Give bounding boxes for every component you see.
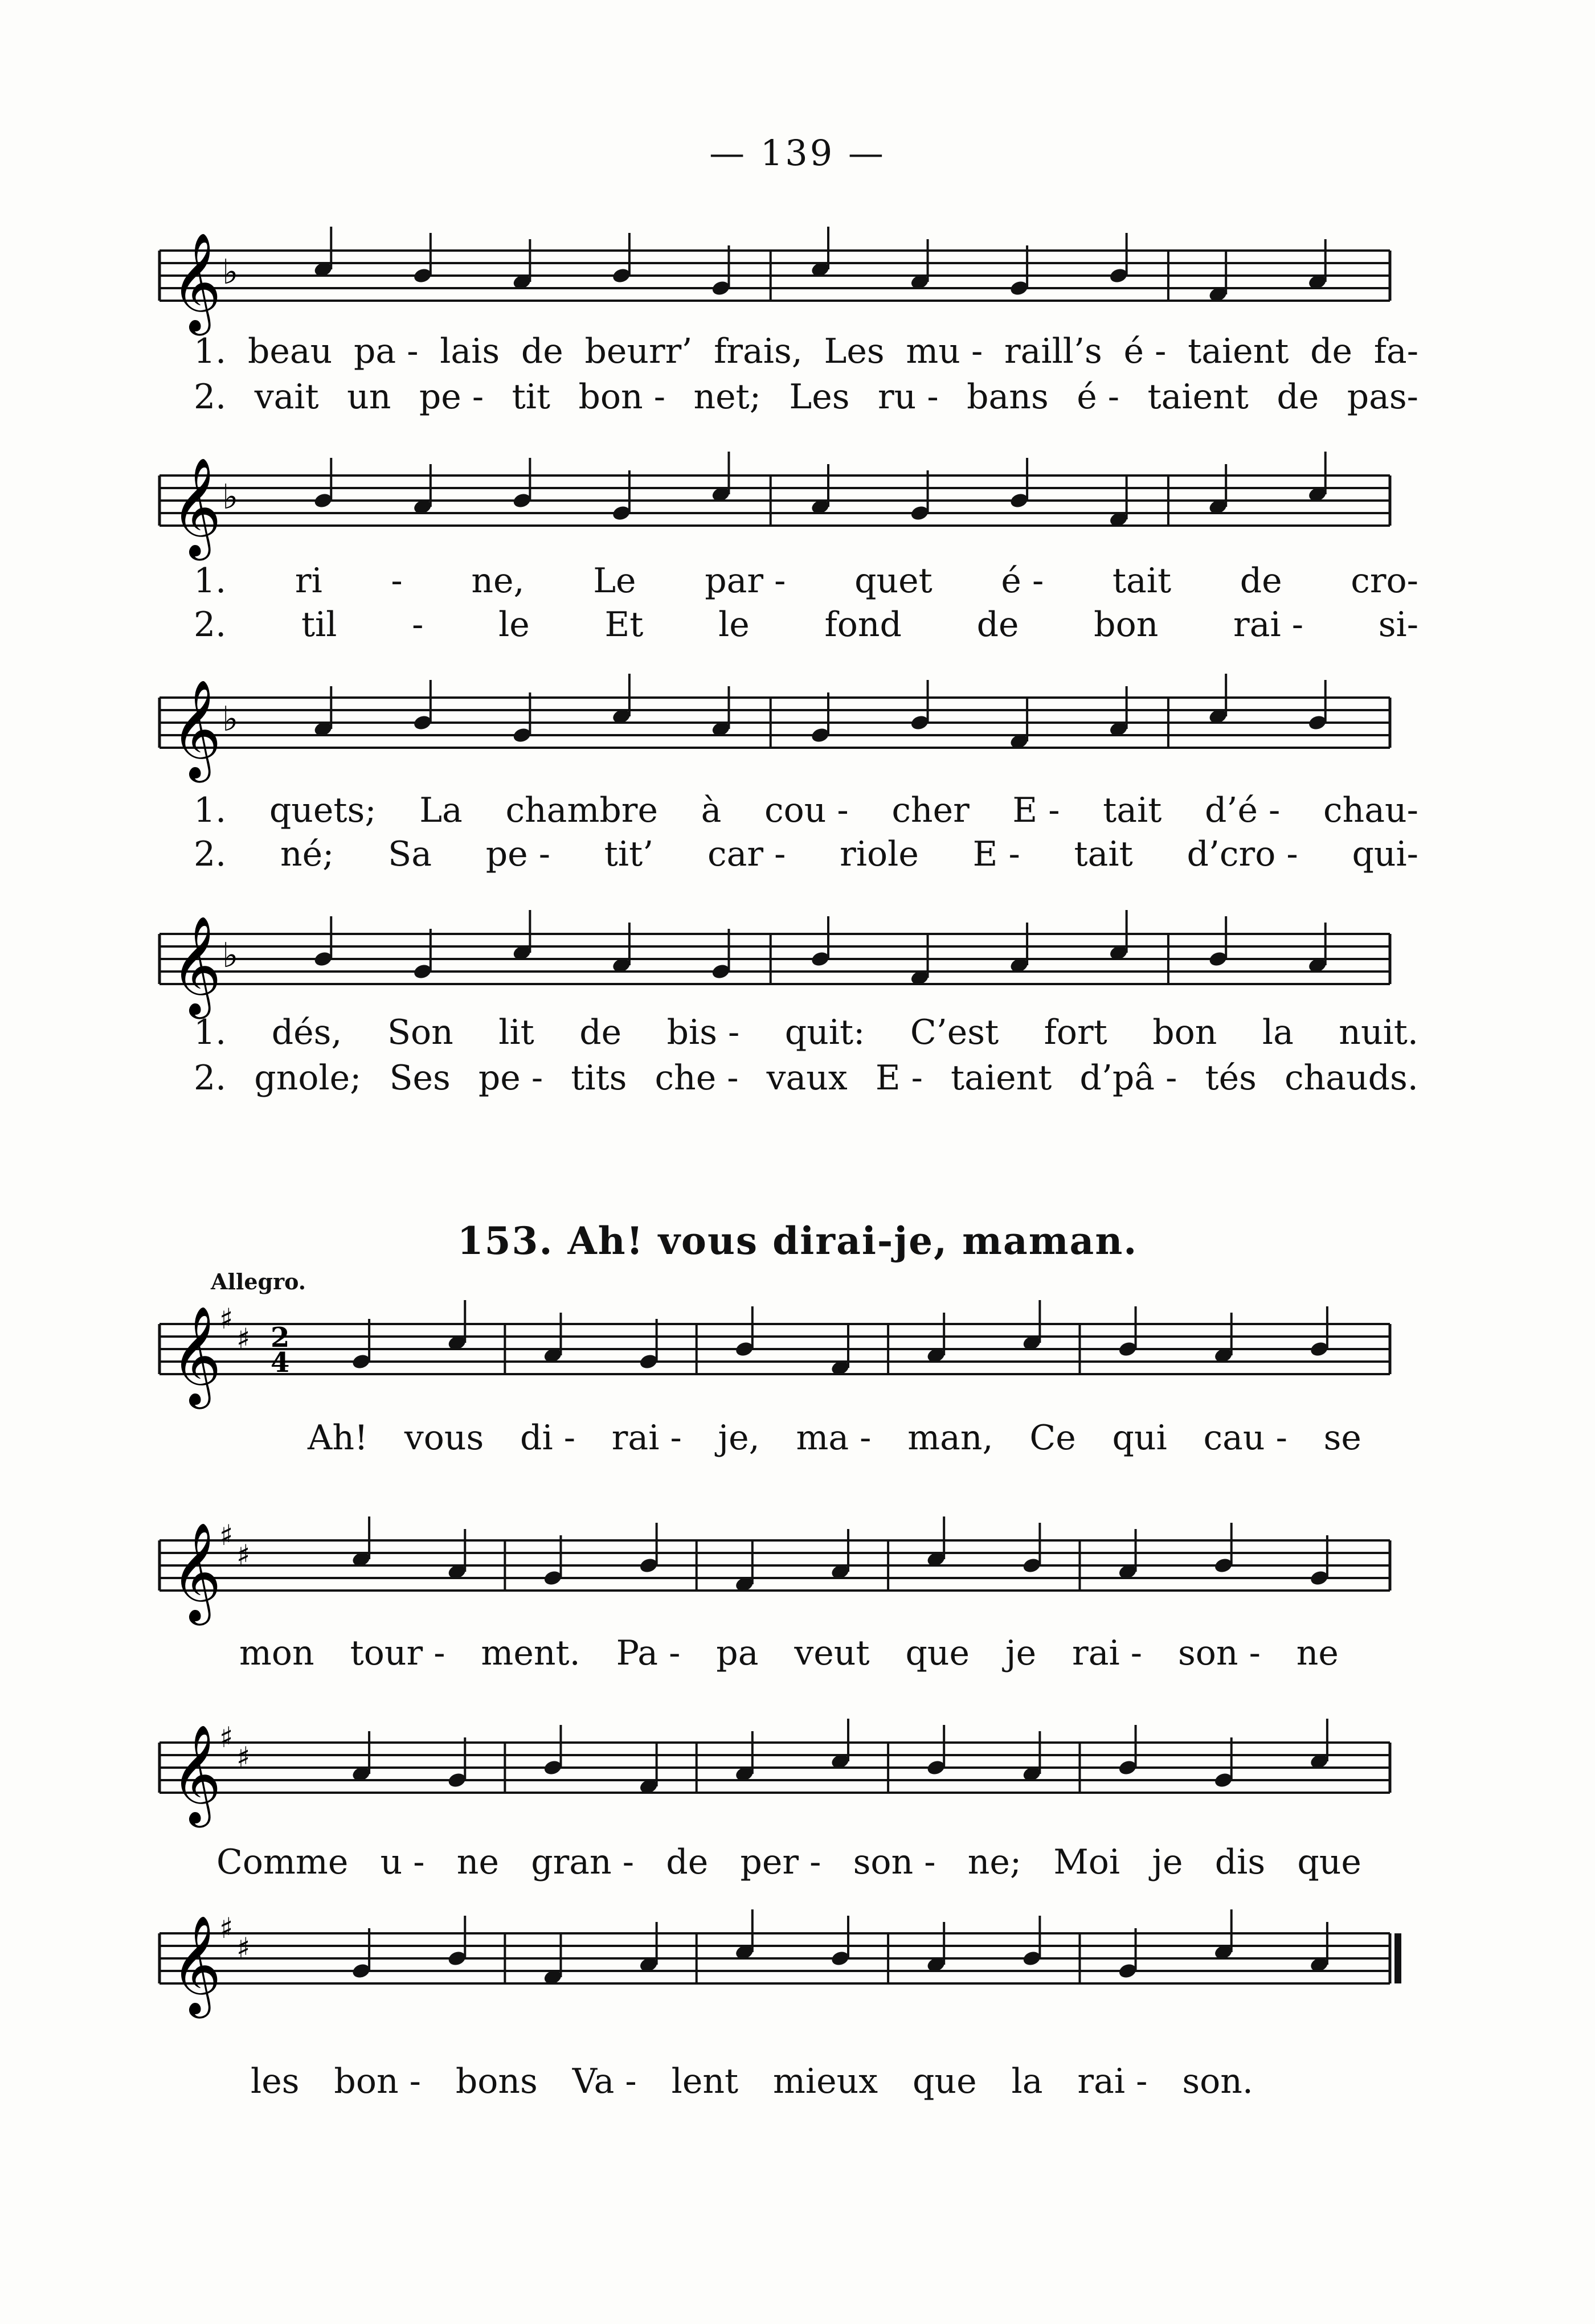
staff <box>0 1518 1595 1632</box>
lyric-line <box>239 1633 1339 1673</box>
lyric-syllable: tés <box>1205 1058 1257 1098</box>
lyric-syllable: 2. <box>194 377 227 417</box>
staff <box>0 675 1595 789</box>
lyric-syllable: né; <box>280 834 334 874</box>
lyric-syllable: car - <box>707 834 786 874</box>
lyric-syllable: 1. <box>194 1013 227 1052</box>
lyric-syllable: fa- <box>1373 331 1418 371</box>
lyric-syllable: Comme <box>216 1842 349 1882</box>
lyric-syllable: beurr’ <box>584 331 693 371</box>
treble-clef-icon: 𝄞 <box>171 457 222 556</box>
lyric-syllable: pe - <box>485 834 551 874</box>
lyric-line-verse1 <box>194 331 1418 371</box>
lyric-syllable: E - <box>972 834 1020 874</box>
lyric-syllable: cher <box>891 790 970 830</box>
lyric-line-verse2 <box>194 834 1418 874</box>
lyric-syllable: taient <box>1147 377 1249 417</box>
lyric-syllable: Ce <box>1029 1418 1076 1458</box>
lyric-syllable: qui <box>1112 1418 1167 1458</box>
lyric-syllable: bis - <box>666 1013 740 1052</box>
lyric-syllable: bon - <box>334 2061 421 2101</box>
lyric-syllable: je <box>1152 1842 1183 1882</box>
lyric-syllable: son - <box>853 1842 936 1882</box>
lyric-syllable: Son <box>387 1013 453 1052</box>
lyric-syllable: man, <box>907 1418 993 1458</box>
lyric-syllable: la <box>1011 2061 1043 2101</box>
lyric-syllable: si- <box>1378 605 1418 645</box>
lyric-syllable: mon <box>239 1633 314 1673</box>
lyric-syllable: de <box>521 331 563 371</box>
lyric-line <box>251 2061 1253 2101</box>
lyric-syllable: fond <box>824 605 902 645</box>
sharp-icon: ♯ <box>219 1721 234 1754</box>
tempo-marking: Allegro. <box>211 1269 306 1294</box>
lyric-syllable: riole <box>840 834 919 874</box>
lyric-syllable: raill’s <box>1004 331 1102 371</box>
lyric-syllable: le <box>718 605 750 645</box>
lyric-syllable: E - <box>1012 790 1060 830</box>
lyric-syllable: chambre <box>505 790 658 830</box>
lyric-syllable: rai - <box>1072 1633 1143 1673</box>
staff <box>0 228 1595 342</box>
lyric-syllable: son. <box>1182 2061 1253 2101</box>
lyric-syllable: Ses <box>389 1058 451 1098</box>
treble-clef-icon: 𝄞 <box>171 1306 222 1405</box>
lyric-syllable: d’cro - <box>1187 834 1298 874</box>
lyric-syllable: é - <box>1077 377 1120 417</box>
lyric-syllable: vaux <box>766 1058 848 1098</box>
lyric-syllable: d’pâ - <box>1079 1058 1177 1098</box>
lyric-syllable: che - <box>655 1058 739 1098</box>
lyric-syllable: à <box>701 790 722 830</box>
lyric-syllable: é - <box>1001 561 1044 601</box>
lyric-syllable: Et <box>604 605 644 645</box>
lyric-syllable: lent <box>671 2061 739 2101</box>
lyric-syllable: 1. <box>194 790 227 830</box>
sharp-icon: ♯ <box>236 1539 251 1572</box>
lyric-syllable: se <box>1323 1418 1361 1458</box>
lyric-syllable: Pa - <box>616 1633 681 1673</box>
lyric-syllable: de <box>1277 377 1319 417</box>
lyric-syllable: les <box>251 2061 300 2101</box>
lyric-syllable: de <box>1240 561 1282 601</box>
lyric-syllable: ment. <box>481 1633 580 1673</box>
lyric-line-verse1 <box>194 1013 1418 1052</box>
lyric-syllable: de <box>1310 331 1353 371</box>
time-signature-bottom: 4 <box>271 1347 290 1379</box>
lyric-syllable: gran - <box>531 1842 635 1882</box>
lyric-syllable: di - <box>520 1418 575 1458</box>
sharp-icon: ♯ <box>236 1932 251 1965</box>
lyric-syllable: chau- <box>1323 790 1418 830</box>
sharp-icon: ♯ <box>219 1912 234 1945</box>
lyric-line-verse1 <box>194 790 1418 830</box>
lyric-syllable: fort <box>1044 1013 1107 1052</box>
lyric-syllable: que <box>1297 1842 1361 1882</box>
lyric-syllable: vous <box>404 1418 484 1458</box>
lyric-syllable: tait <box>1112 561 1172 601</box>
lyric-syllable: E - <box>875 1058 923 1098</box>
lyric-syllable: tait <box>1074 834 1133 874</box>
lyric-syllable: ne <box>1296 1633 1339 1673</box>
flat-icon: ♭ <box>222 699 239 739</box>
lyric-syllable: pas- <box>1347 377 1418 417</box>
treble-clef-icon: 𝄞 <box>171 679 222 778</box>
lyric-syllable: je, <box>718 1418 760 1458</box>
treble-clef-icon: 𝄞 <box>171 1724 222 1823</box>
lyric-syllable: de <box>976 605 1019 645</box>
lyric-syllable: Les <box>824 331 885 371</box>
lyric-syllable: cro- <box>1351 561 1418 601</box>
staff <box>0 1301 1595 1415</box>
lyric-syllable: pa <box>716 1633 759 1673</box>
lyric-syllable: qui- <box>1352 834 1418 874</box>
lyric-syllable: d’é - <box>1204 790 1281 830</box>
lyric-syllable: rai - <box>1077 2061 1148 2101</box>
song-number: 153. <box>457 1219 554 1263</box>
lyric-syllable: ne, <box>471 561 525 601</box>
treble-clef-icon: 𝄞 <box>171 1522 222 1621</box>
song-title <box>0 1219 1595 1263</box>
lyric-syllable: u - <box>380 1842 425 1882</box>
lyric-syllable: nuit. <box>1339 1013 1418 1052</box>
lyric-syllable: que <box>905 1633 970 1673</box>
lyric-syllable: Sa <box>388 834 432 874</box>
treble-clef-icon: 𝄞 <box>171 1915 222 2014</box>
lyric-syllable: bon <box>1152 1013 1217 1052</box>
treble-clef-icon: 𝄞 <box>171 916 222 1015</box>
lyric-syllable: tait <box>1103 790 1162 830</box>
lyric-syllable: veut <box>794 1633 870 1673</box>
lyric-syllable: bon - <box>578 377 665 417</box>
lyric-syllable: net; <box>693 377 761 417</box>
lyric-syllable: chauds. <box>1284 1058 1418 1098</box>
lyric-syllable: taient <box>1188 331 1289 371</box>
lyric-syllable: bons <box>455 2061 538 2101</box>
lyric-syllable: dis <box>1214 1842 1266 1882</box>
lyric-syllable: 2. <box>194 605 227 645</box>
lyric-syllable: Moi <box>1053 1842 1120 1882</box>
lyric-syllable: mieux <box>773 2061 878 2101</box>
lyric-syllable: C’est <box>910 1013 999 1052</box>
lyric-syllable: beau <box>247 331 333 371</box>
sharp-icon: ♯ <box>236 1741 251 1774</box>
lyric-syllable: ne; <box>967 1842 1022 1882</box>
lyric-syllable: ri <box>295 561 322 601</box>
lyric-syllable: la <box>1262 1013 1294 1052</box>
lyric-syllable: par - <box>705 561 786 601</box>
staff <box>0 911 1595 1025</box>
lyric-syllable: rai - <box>611 1418 682 1458</box>
flat-icon: ♭ <box>222 936 239 975</box>
lyric-syllable: quet <box>854 561 933 601</box>
lyric-syllable: pa - <box>353 331 419 371</box>
lyric-syllable: per - <box>740 1842 821 1882</box>
lyric-syllable: Le <box>593 561 636 601</box>
staff <box>0 1911 1595 2024</box>
lyric-syllable: un <box>347 377 391 417</box>
lyric-syllable: je <box>1005 1633 1037 1673</box>
lyric-syllable: vait <box>254 377 319 417</box>
lyric-syllable: son - <box>1177 1633 1261 1673</box>
lyric-syllable: taient <box>951 1058 1052 1098</box>
lyric-syllable: cou - <box>764 790 849 830</box>
song-name: Ah! vous dirai-je, maman. <box>567 1219 1138 1263</box>
lyric-syllable: de <box>579 1013 622 1052</box>
lyric-syllable: dés, <box>271 1013 342 1052</box>
lyric-syllable: tit <box>512 377 551 417</box>
lyric-syllable: tour - <box>350 1633 445 1673</box>
sharp-icon: ♯ <box>219 1302 234 1335</box>
lyric-syllable: 1. <box>194 331 227 371</box>
lyric-syllable: lais <box>440 331 500 371</box>
lyric-syllable: ru - <box>878 377 939 417</box>
lyric-line-verse2 <box>194 377 1418 417</box>
lyric-syllable: La <box>419 790 463 830</box>
lyric-syllable: pe - <box>419 377 484 417</box>
lyric-syllable: cau - <box>1203 1418 1287 1458</box>
lyric-syllable: 2. <box>194 1058 227 1098</box>
lyric-syllable: bon <box>1094 605 1159 645</box>
lyric-syllable: quets; <box>269 790 377 830</box>
lyric-syllable: gnole; <box>254 1058 362 1098</box>
staff <box>0 1720 1595 1834</box>
lyric-syllable: le <box>498 605 530 645</box>
flat-icon: ♭ <box>222 252 239 292</box>
lyric-syllable: ne <box>456 1842 499 1882</box>
lyric-syllable: Ah! <box>308 1418 369 1458</box>
lyric-syllable: mu - <box>906 331 983 371</box>
lyric-syllable: lit <box>498 1013 534 1052</box>
lyric-syllable: tit’ <box>604 834 654 874</box>
lyric-syllable: 1. <box>194 561 227 601</box>
sharp-icon: ♯ <box>219 1519 234 1552</box>
lyric-line-verse1 <box>194 561 1418 601</box>
staff <box>0 453 1595 567</box>
lyric-syllable: bans <box>967 377 1049 417</box>
lyric-line-verse2 <box>194 605 1418 645</box>
lyric-syllable: 2. <box>194 834 227 874</box>
lyric-syllable: pe - <box>478 1058 543 1098</box>
sharp-icon: ♯ <box>236 1322 251 1355</box>
lyric-syllable: rai - <box>1233 605 1304 645</box>
lyric-syllable: til <box>301 605 337 645</box>
lyric-line <box>216 1842 1361 1882</box>
lyric-line <box>308 1418 1361 1458</box>
lyric-syllable: Les <box>789 377 850 417</box>
lyric-syllable: de <box>666 1842 709 1882</box>
lyric-syllable: - <box>412 605 424 645</box>
page-number: — 139 — <box>709 132 886 174</box>
lyric-line-verse2 <box>194 1058 1418 1098</box>
lyric-syllable: frais, <box>714 331 803 371</box>
treble-clef-icon: 𝄞 <box>171 232 222 331</box>
lyric-syllable: que <box>913 2061 977 2101</box>
time-signature-top: 2 <box>271 1322 290 1354</box>
flat-icon: ♭ <box>222 477 239 517</box>
lyric-syllable: é - <box>1123 331 1167 371</box>
lyric-syllable: - <box>391 561 403 601</box>
lyric-syllable: tits <box>571 1058 627 1098</box>
lyric-syllable: quit: <box>784 1013 865 1052</box>
lyric-syllable: ma - <box>796 1418 872 1458</box>
lyric-syllable: Va - <box>572 2061 637 2101</box>
